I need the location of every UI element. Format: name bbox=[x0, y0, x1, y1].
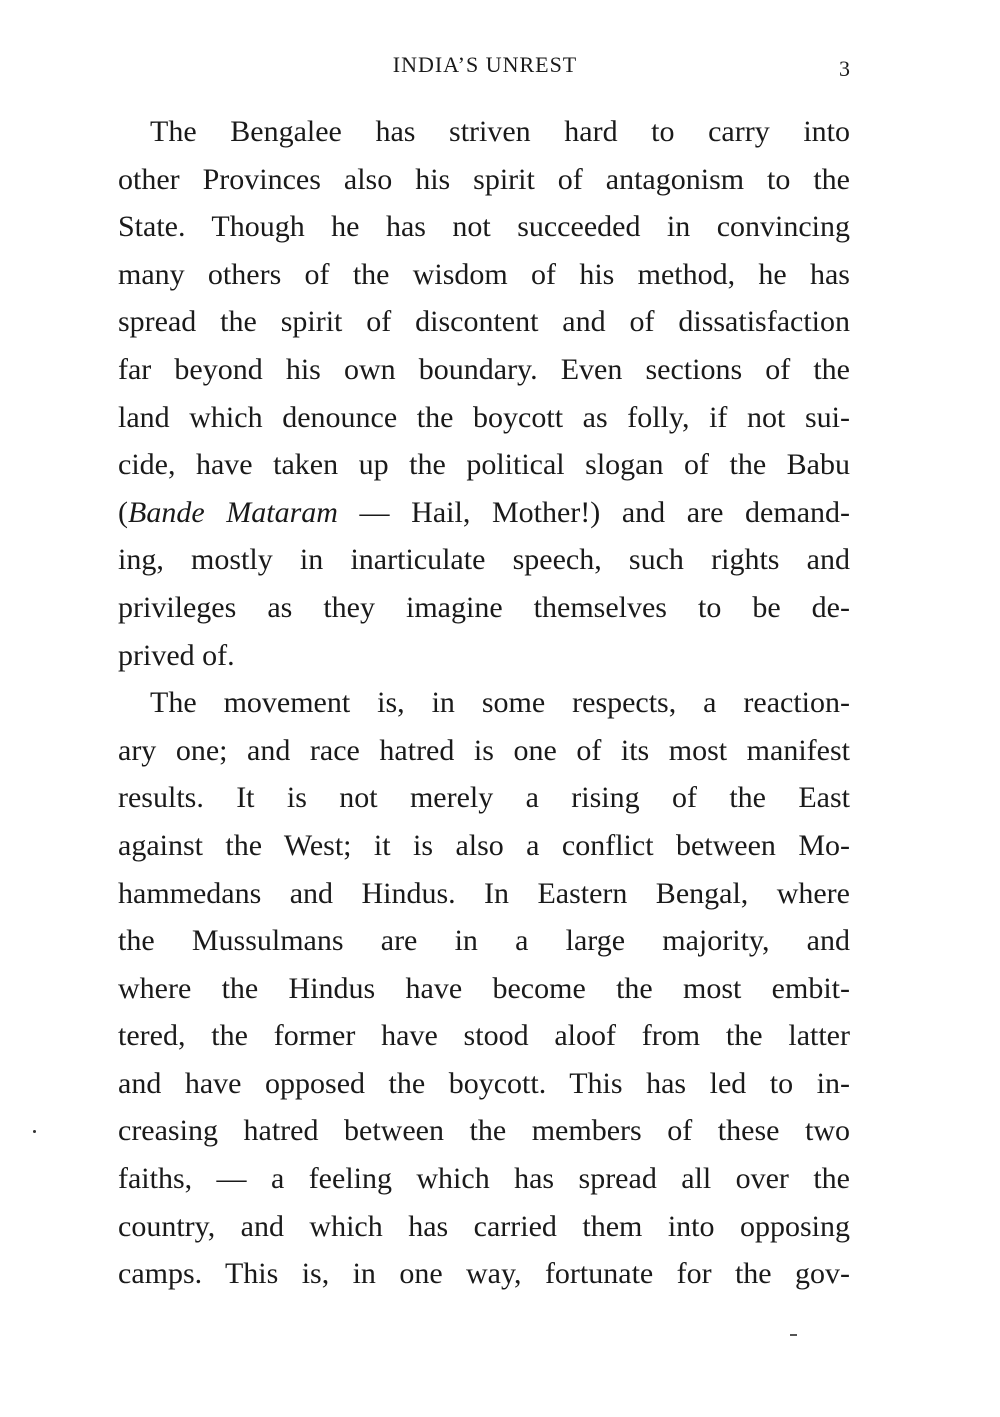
text-line: State. Though he has not succeeded in convincing bbox=[118, 210, 850, 244]
text-segment: — Hail, Mother!) and are demand- bbox=[337, 495, 850, 529]
text-line: creasing hatred between the members of these two bbox=[118, 1114, 850, 1148]
text-segment: ( bbox=[118, 495, 128, 529]
text-line: faiths, — a feeling which has spread all over the bbox=[118, 1162, 850, 1196]
text-line: against the West; it is also a conflict between Mo- bbox=[118, 828, 850, 862]
text-line-with-italic bbox=[118, 489, 850, 537]
text-line: The movement is, in some respects, a reaction- bbox=[150, 686, 850, 720]
running-title: INDIA’S UNREST bbox=[392, 52, 578, 77]
text-line: land which denounce the boycott as folly, if not sui- bbox=[118, 400, 850, 434]
text-line: other Provinces also his spirit of antagonism to the bbox=[118, 162, 850, 196]
text-line: many others of the wisdom of his method, he has bbox=[118, 257, 850, 291]
text-line: tered, the former have stood aloof from the latter bbox=[118, 1019, 850, 1053]
body-text bbox=[118, 108, 850, 1298]
text-line: ing, mostly in inarticulate speech, such rights and bbox=[118, 543, 850, 577]
running-header bbox=[120, 52, 850, 82]
text-line: spread the spirit of discontent and of dissatisfaction bbox=[118, 305, 850, 339]
text-line: where the Hindus have become the most embit- bbox=[118, 971, 850, 1005]
text-line: country, and which has carried them into opposing bbox=[118, 1209, 850, 1243]
text-line: camps. This is, in one way, fortunate for the gov- bbox=[118, 1257, 850, 1291]
text-line: prived of. bbox=[118, 638, 235, 672]
text-line: ary one; and race hatred is one of its most manifest bbox=[118, 733, 850, 767]
text-line: the Mussulmans are in a large majority, and bbox=[118, 924, 850, 958]
text-line: results. It is not merely a rising of the East bbox=[118, 781, 850, 815]
scan-mark bbox=[790, 1334, 797, 1336]
text-line: The Bengalee has striven hard to carry into bbox=[150, 115, 850, 148]
italic-phrase: Bande Mataram bbox=[128, 495, 338, 529]
text-line: far beyond his own boundary. Even sections of the bbox=[118, 352, 850, 386]
text-line: and have opposed the boycott. This has led to in- bbox=[118, 1066, 850, 1100]
scan-speck bbox=[33, 1130, 36, 1133]
text-line: privileges as they imagine themselves to be de- bbox=[118, 590, 850, 624]
text-line: hammedans and Hindus. In Eastern Bengal, where bbox=[118, 876, 850, 910]
text-line: cide, have taken up the political slogan of the Babu bbox=[118, 448, 850, 482]
page-number: 3 bbox=[839, 56, 850, 81]
